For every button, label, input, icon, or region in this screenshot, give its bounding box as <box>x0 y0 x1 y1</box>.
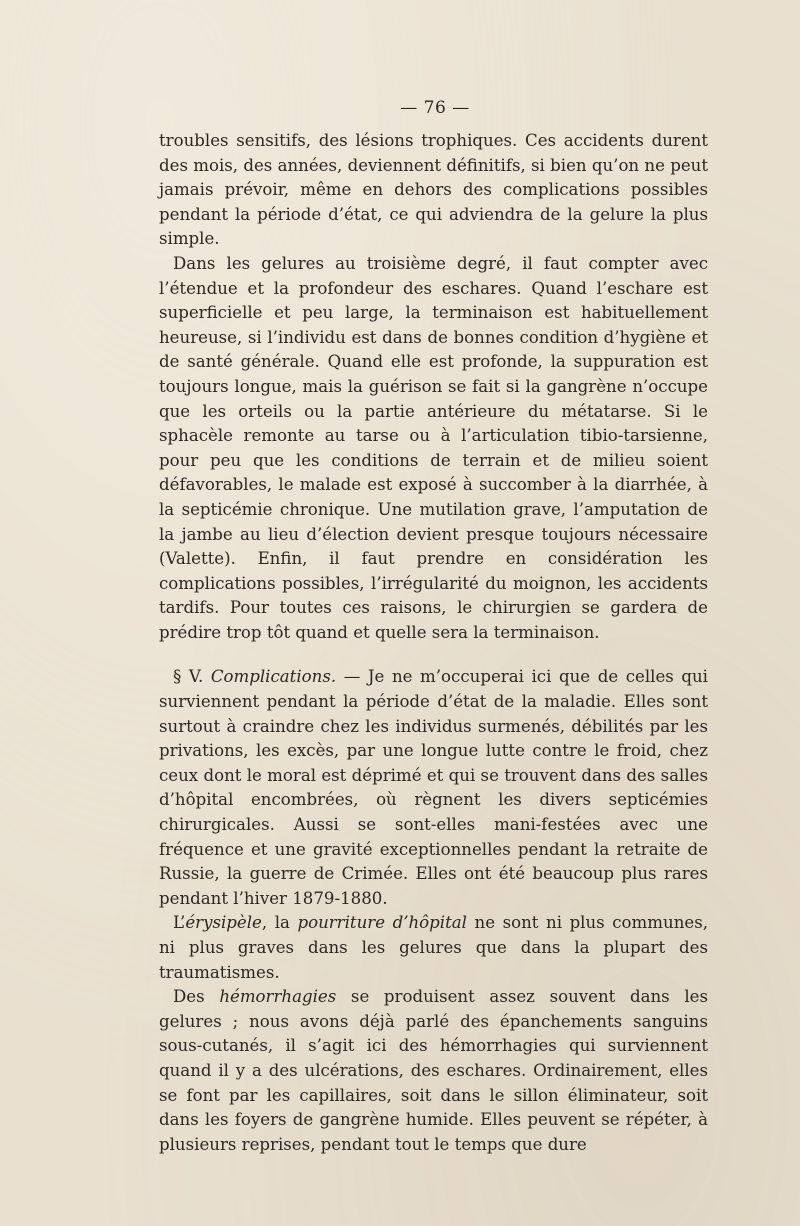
text-body: se produisent assez souvent dans les gelures ; nous avons déjà parlé des épanchements sanguins sous-cutanés, il s’agit ici des hémorrhagies qui surviennent quand il y a des ulcérations, des eschares. Ordinairement, elles se font par les capillaires, soit dans le sillon éliminateur, soit dans les foyers de gangrène humide. Elles peuvent se répéter, à plusieurs reprises, pendant tout le temps que dure <box>159 987 708 1154</box>
section-text: — Je ne m’occuperai ici que de celles qui surviennent pendant la période d’état de la maladie. Elles sont surtout à craindre chez les individus surmenés, débilités par les privations, les excès, par une longue lutte contre le froid, chez ceux dont le moral est déprimé et qui se trouvent dans des salles d’hôpital encombrées, où règnent les divers septicémies chirurgicales. Aussi se sont-elles mani-festées avec une fréquence et une gravité exceptionnelles pendant la retraite de Russie, la guerre de Crimée. Elles ont été beaucoup plus rares pendant l’hiver 1879-1880. <box>159 667 708 908</box>
term-erysipele: érysipèle <box>185 913 262 933</box>
page-number: — 76 — <box>400 98 470 118</box>
section-heading: Complications. <box>210 667 337 687</box>
paragraph-hemorrhagies <box>159 985 708 1157</box>
text-body: ne sont ni plus communes, ni plus graves dans les gelures que dans la plupart des traumatismes. <box>159 913 708 982</box>
paragraph-erysipele <box>159 911 708 985</box>
paragraph-continuation: troubles sensitifs, des lésions trophiques. Ces accidents durent des mois, des années, deviennent définitifs, si bien qu’on ne peut jamais prévoir, même en dehors des complications possibles pendant la période d’état, ce qui adviendra de la gelure la plus simple. <box>159 131 708 249</box>
term-hemorrhagies: hémorrhagies <box>219 987 337 1007</box>
body-text <box>159 129 708 1157</box>
text-mid: , la <box>261 913 298 933</box>
paragraph-complications <box>159 665 708 911</box>
text-lead: Des <box>173 987 220 1007</box>
term-pourriture: pourriture d’hôpital <box>297 913 467 933</box>
section-marker: § V. <box>173 667 211 687</box>
text-lead: L’ <box>173 913 186 933</box>
paragraph-third-degree: Dans les gelures au troisième degré, il faut compter avec l’étendue et la profondeur des eschares. Quand l’eschare est superficielle et peu large, la terminaison est habituellement heureuse, si l’individu est dans de bonnes condition d’hygiène et de santé générale. Quand elle est profonde, la suppuration est toujours longue, mais la guérison se fait si la gangrène n’occupe que les orteils ou la partie antérieure du métatarse. Si le sphacèle remonte au tarse ou à l’articulation tibio-tarsienne, pour peu que les conditions de terrain et de milieu soient défavorables, le malade est exposé à succomber à la diarrhée, à la septicémie chronique. Une mutilation grave, l’amputation de la jambe au lieu d’élection devient presque toujours nécessaire (Valette). Enfin, il faut prendre en considération les complications possibles, l’irrégularité du moignon, les accidents tardifs. Pour toutes ces raisons, le chirurgien se gardera de prédire trop tôt quand et quelle sera la terminaison. <box>159 253 708 642</box>
